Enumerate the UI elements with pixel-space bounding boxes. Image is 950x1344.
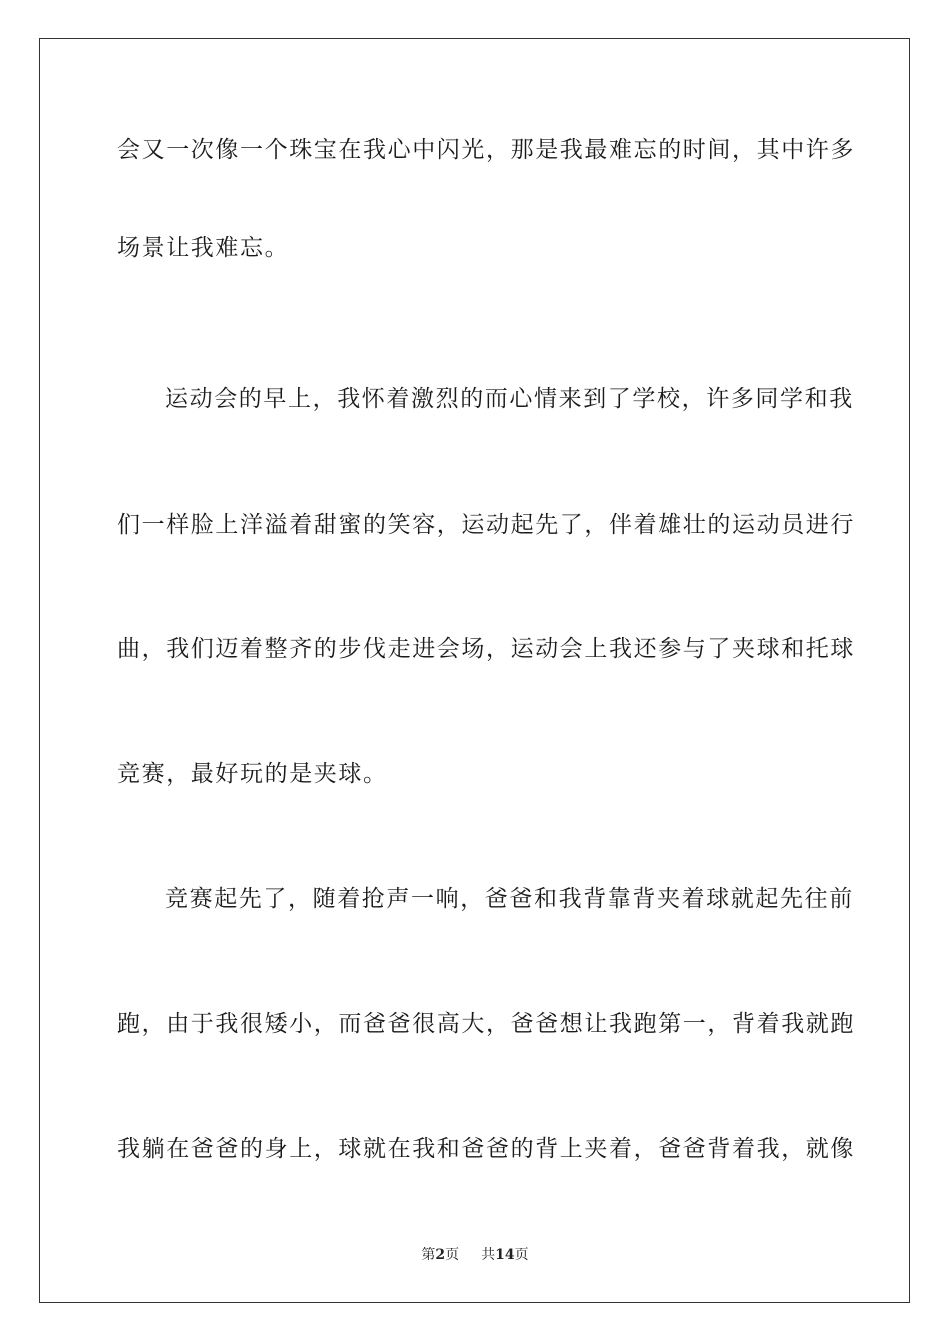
text-line-5: 曲，我们迈着整齐的步伐走进会场，运动会上我还参与了夹球和托球 — [117, 636, 855, 662]
page-suffix: 页 — [445, 1247, 460, 1263]
text-line-7: 竞赛起先了，随着抢声一响，爸爸和我背靠背夹着球就起先往前 — [165, 886, 854, 912]
total-suffix: 页 — [514, 1247, 529, 1263]
text-line-3: 运动会的早上，我怀着激烈的而心情来到了学校，许多同学和我 — [165, 386, 854, 412]
total-pages: 14 — [495, 1247, 515, 1263]
text-line-8: 跑，由于我很矮小，而爸爸很高大，爸爸想让我跑第一，背着我就跑 — [117, 1011, 855, 1037]
text-line-4: 们一样脸上洋溢着甜蜜的笑容，运动起先了，伴着雄壮的运动员进行 — [117, 512, 855, 538]
text-line-6: 竞赛，最好玩的是夹球。 — [117, 761, 388, 787]
text-line-1: 会又一次像一个珠宝在我心中闪光，那是我最难忘的时间，其中许多 — [117, 137, 855, 163]
page-number: 2 — [435, 1247, 446, 1263]
text-line-2: 场景让我难忘。 — [117, 235, 290, 261]
page-prefix: 第 — [421, 1247, 436, 1263]
text-line-9: 我躺在爸爸的身上，球就在我和爸爸的背上夹着，爸爸背着我，就像 — [117, 1136, 855, 1162]
page-footer — [0, 1246, 950, 1264]
total-prefix: 共 — [481, 1247, 496, 1263]
page-frame — [39, 38, 910, 1303]
